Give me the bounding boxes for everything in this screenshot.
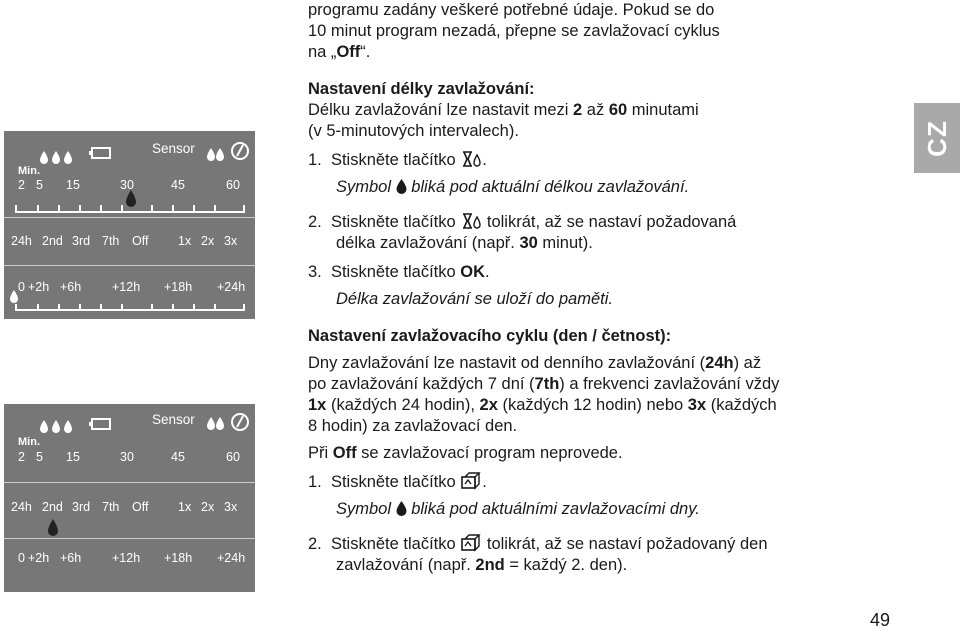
offset-label: +12h xyxy=(112,551,141,565)
language-label: CZ xyxy=(921,119,952,157)
text-line: . xyxy=(485,263,490,281)
text-line: Dny zavlažování lze nastavit od denního zavlažování ( xyxy=(308,354,706,372)
text-line: bliká pod aktuálními zavlažovacími dny. xyxy=(411,500,700,518)
freq-label: 3x xyxy=(224,234,238,248)
duration-button-icon xyxy=(460,150,482,168)
term-7th: 7th xyxy=(534,375,560,393)
text-line: až xyxy=(582,101,609,119)
duration-button-icon xyxy=(460,212,482,230)
drop-icon xyxy=(10,290,18,303)
selected-drop-icon xyxy=(126,190,136,207)
duration-label: 2 xyxy=(18,450,25,464)
offset-label: +18h xyxy=(164,551,193,565)
offset-label: +2h xyxy=(28,551,50,565)
duration-label: 5 xyxy=(36,178,43,192)
sensor-label: Sensor xyxy=(152,141,195,156)
min-label: Min. xyxy=(18,165,40,177)
text-line: ) a frekvenci zavlažování vždy xyxy=(559,375,780,393)
battery-icon xyxy=(92,148,110,158)
day-label: 24h xyxy=(11,500,32,514)
drop-icon xyxy=(216,148,224,161)
text-line: ) až xyxy=(733,354,762,372)
offset-label: 0 xyxy=(18,551,25,565)
text-line: minut). xyxy=(537,234,593,252)
text-line: tolikrát, až se nastaví požadovaná xyxy=(486,213,737,231)
offset-label: +6h xyxy=(60,551,82,565)
text-line: Délku zavlažování lze nastavit mezi xyxy=(308,101,574,119)
cycle-paragraph xyxy=(308,353,898,437)
off-term: Off xyxy=(332,444,357,462)
step-2-duration xyxy=(308,212,898,254)
offset-label: +2h xyxy=(28,280,50,294)
language-tab xyxy=(914,103,960,173)
text-line: tolikrát, až se nastaví požadovaný den xyxy=(486,535,768,553)
freq-label: 2x xyxy=(201,500,215,514)
step-1-cycle xyxy=(308,472,898,493)
intro-paragraph xyxy=(308,0,898,63)
term-3x: 3x xyxy=(687,396,707,414)
offset-label: +6h xyxy=(60,280,82,294)
step-number: 1. xyxy=(308,473,322,491)
step-number: 3. xyxy=(308,263,322,281)
days-row xyxy=(4,218,255,266)
text-line: minutami xyxy=(627,101,699,119)
drop-icons xyxy=(4,404,255,483)
duration-label: 60 xyxy=(226,178,240,192)
drop-icon xyxy=(52,420,60,433)
day-label: Off xyxy=(132,500,149,514)
min-value: 2 xyxy=(573,101,583,119)
text-line: programu zadány veškeré potřebné údaje. Pokud se do xyxy=(308,1,715,19)
text-line: zavlažování (např. xyxy=(336,556,476,574)
text-line: Stiskněte tlačítko xyxy=(330,213,456,231)
heading-duration: Nastavení délky zavlažování: xyxy=(308,80,535,98)
text-line: se zavlažovací program neprovede. xyxy=(356,444,623,462)
off-term: Off xyxy=(336,43,361,61)
step-3-duration xyxy=(308,262,898,283)
term-24h: 24h xyxy=(705,354,734,372)
drop-icon xyxy=(52,151,60,164)
text-line: Stiskněte tlačítko xyxy=(330,473,456,491)
cycle-button-icon xyxy=(460,534,482,552)
duration-label: 2 xyxy=(18,178,25,192)
step-1-cycle-note xyxy=(308,499,898,520)
step-number: 2. xyxy=(308,213,322,231)
drop-icons xyxy=(4,131,255,218)
step-number: 2. xyxy=(308,535,322,553)
offset-row xyxy=(4,266,255,319)
duration-row xyxy=(4,404,255,483)
drop-icon xyxy=(396,500,407,516)
duration-label: 5 xyxy=(36,450,43,464)
offset-label: 0 xyxy=(18,280,25,294)
day-label: 7th xyxy=(102,234,120,248)
text-line: Symbol xyxy=(336,178,392,196)
text-line: (každých xyxy=(706,396,777,414)
duration-paragraph xyxy=(308,100,898,142)
text-line: 8 hodin) za zavlažovací den. xyxy=(308,417,518,435)
day-label: 7th xyxy=(102,500,120,514)
display-panel-duration xyxy=(4,131,255,319)
offset-row xyxy=(4,539,255,592)
off-paragraph xyxy=(308,443,898,464)
drop-icon xyxy=(40,151,48,164)
text-line: Stiskněte tlačítko xyxy=(330,535,456,553)
text-line: Symbol xyxy=(336,500,392,518)
duration-label: 30 xyxy=(120,178,134,192)
ok-term: OK xyxy=(460,263,485,281)
page-number: 49 xyxy=(870,610,891,630)
max-value: 60 xyxy=(608,101,628,119)
text-line: Stiskněte tlačítko xyxy=(330,151,456,169)
heading-cycle: Nastavení zavlažovacího cyklu (den / četnost): xyxy=(308,327,672,345)
text-line: bliká pod aktuální délkou zavlažování. xyxy=(411,178,690,196)
cycle-button-icon xyxy=(460,472,482,490)
offset-label: +12h xyxy=(112,280,141,294)
offset-label: +24h xyxy=(217,551,246,565)
drop-icon xyxy=(216,417,224,430)
drop-icon xyxy=(64,151,72,164)
text-line: “. xyxy=(360,43,371,61)
text-line: po zavlažování každých 7 dní ( xyxy=(308,375,535,393)
drop-icon xyxy=(396,178,407,194)
freq-label: 2x xyxy=(201,234,215,248)
drop-icon xyxy=(207,148,215,161)
text-line: 10 minut program nezadá, přepne se zavlažovací cyklus xyxy=(308,22,720,40)
text-line: (v 5-minutových intervalech). xyxy=(308,122,519,140)
text-line: (každých 24 hodin), xyxy=(326,396,480,414)
step-number: 1. xyxy=(308,151,322,169)
day-label: Off xyxy=(132,234,149,248)
day-label: 3rd xyxy=(72,500,91,514)
days-row xyxy=(4,483,255,539)
drop-icon xyxy=(40,420,48,433)
offset-label: +24h xyxy=(217,280,246,294)
freq-label: 3x xyxy=(224,500,238,514)
step-1-note xyxy=(308,177,898,198)
text-line: = každý 2. den). xyxy=(504,556,628,574)
text-line: Při xyxy=(308,444,333,462)
term-2x: 2x xyxy=(479,396,498,414)
duration-label: 15 xyxy=(66,450,80,464)
duration-row xyxy=(4,131,255,218)
duration-label: 45 xyxy=(171,178,185,192)
term-2nd: 2nd xyxy=(475,556,505,574)
day-label: 24h xyxy=(11,234,32,248)
offset-label: +18h xyxy=(164,280,193,294)
duration-label: 30 xyxy=(120,450,134,464)
drop-icon xyxy=(207,417,215,430)
selected-drop-icon xyxy=(48,519,58,536)
duration-label: 45 xyxy=(171,450,185,464)
duration-label: 15 xyxy=(66,178,80,192)
drop-icon xyxy=(64,420,72,433)
display-panel-cycle xyxy=(4,404,255,592)
freq-label: 1x xyxy=(178,500,192,514)
text-line: . xyxy=(482,151,487,169)
example-value: 30 xyxy=(519,234,538,252)
day-label: 2nd xyxy=(42,234,63,248)
text-line: na „ xyxy=(308,43,337,61)
step-1-duration xyxy=(308,150,898,171)
duration-label: 60 xyxy=(226,450,240,464)
battery-icon xyxy=(92,419,110,429)
step-2-cycle xyxy=(308,534,898,576)
text-line: Stiskněte tlačítko xyxy=(330,263,461,281)
term-1x: 1x xyxy=(308,396,327,414)
freq-label: 1x xyxy=(178,234,192,248)
text-line: . xyxy=(482,473,487,491)
text-line: délka zavlažování (např. xyxy=(336,234,520,252)
instruction-text xyxy=(308,0,898,576)
day-label: 2nd xyxy=(42,500,63,514)
sensor-label: Sensor xyxy=(152,412,195,427)
day-label: 3rd xyxy=(72,234,91,248)
min-label: Min. xyxy=(18,436,40,448)
text-line: (každých 12 hodin) nebo xyxy=(497,396,688,414)
step-3-note: Délka zavlažování se uloží do paměti. xyxy=(336,290,613,308)
